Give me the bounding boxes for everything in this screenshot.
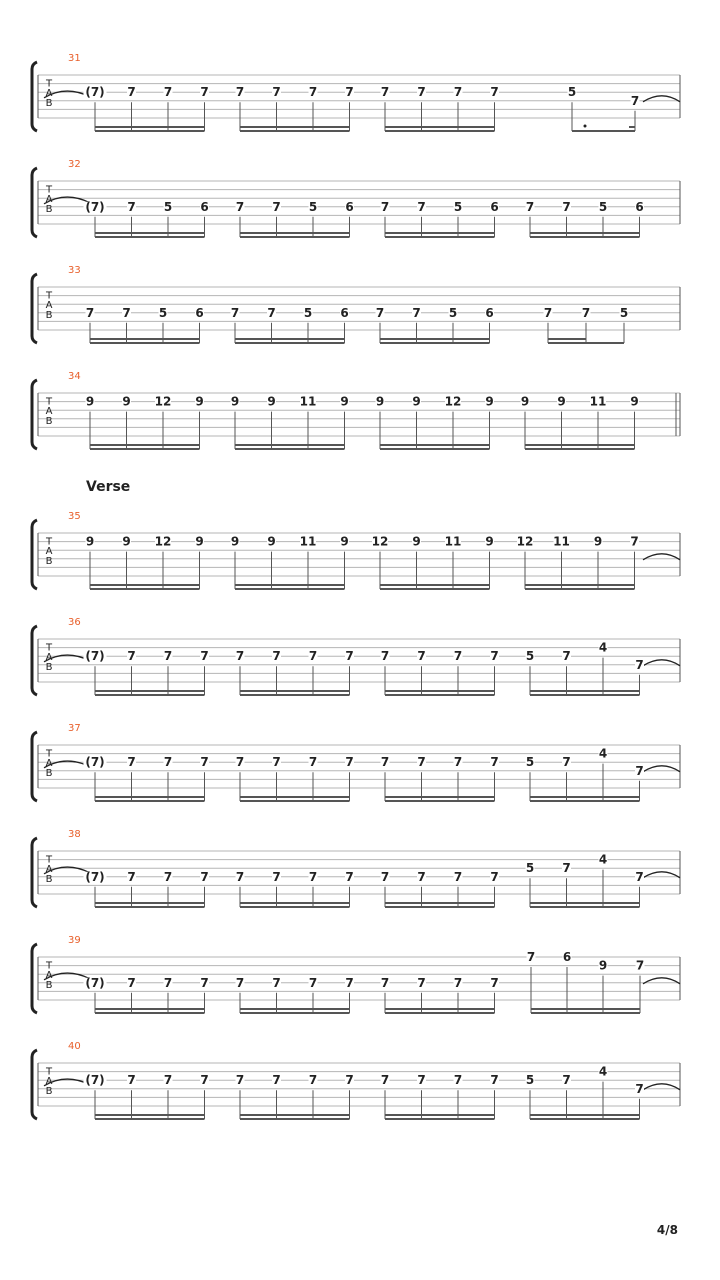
fret-number: 9	[267, 394, 276, 409]
tab-system-32	[32, 159, 680, 237]
beam-group	[231, 395, 350, 449]
beam-group	[521, 395, 640, 449]
fret-number: 9	[85, 534, 95, 549]
fret-number: 7	[453, 649, 463, 664]
fret-number: 5	[303, 305, 313, 320]
fret-number: 7	[308, 975, 318, 990]
fret-number: 7	[308, 1073, 318, 1088]
fret-number: 9	[267, 534, 276, 549]
fret-number: 5	[525, 755, 535, 770]
fret-number: (7)	[85, 199, 105, 214]
fret-number: 7	[127, 1073, 136, 1088]
fret-number: 7	[635, 869, 644, 884]
fret-number: 7	[345, 755, 354, 770]
fret-number: 9	[340, 394, 349, 409]
fret-number: 7	[127, 199, 136, 214]
system-bracket	[32, 626, 37, 695]
fret-number: 7	[308, 649, 318, 664]
fret-number: (7)	[85, 1073, 105, 1088]
fret-number: 11	[553, 534, 570, 549]
fret-number: 5	[525, 861, 535, 876]
fret-number: 5	[158, 305, 168, 320]
measure-number: 37	[68, 723, 81, 734]
fret-number: 7	[163, 1073, 173, 1088]
fret-number: 7	[235, 869, 245, 884]
system-bracket	[32, 520, 37, 589]
tab-clef-letter: T	[45, 536, 53, 548]
fret-number: 5	[448, 305, 458, 320]
beam-group	[84, 200, 210, 237]
tab-clef-letter: T	[45, 748, 53, 760]
fret-number: 6	[490, 199, 499, 214]
beam-group	[526, 200, 645, 237]
fret-number: 7	[380, 869, 390, 884]
fret-number: 7	[490, 869, 499, 884]
fret-number: 7	[235, 1073, 245, 1088]
fret-number: 7	[272, 649, 281, 664]
fret-number: 7	[453, 869, 463, 884]
fret-number: 6	[195, 305, 204, 320]
measure-number: 31	[68, 53, 81, 64]
fret-number: 7	[375, 305, 385, 320]
measure-number: 36	[68, 617, 81, 628]
fret-number: 7	[562, 649, 571, 664]
fret-number: 11	[299, 534, 317, 549]
tab-clef-letter: A	[45, 194, 53, 206]
fret-number: 7	[272, 199, 281, 214]
fret-number: (7)	[85, 975, 105, 990]
fret-number: 9	[593, 534, 603, 549]
measure-number: 39	[68, 935, 81, 946]
beam-group	[86, 535, 205, 589]
fret-number: 7	[127, 85, 136, 100]
fret-number: 7	[345, 869, 354, 884]
fret-number: 11	[444, 534, 462, 549]
fret-number: 7	[345, 649, 354, 664]
fret-number: 7	[163, 649, 173, 664]
tab-system-39	[32, 935, 680, 1013]
fret-number: 9	[485, 394, 494, 409]
tab-clef-letter: A	[45, 1076, 53, 1088]
fret-number: 7	[453, 1073, 463, 1088]
fret-number: 9	[230, 394, 240, 409]
tab-clef-letter: T	[45, 854, 53, 866]
fret-number: 9	[195, 394, 204, 409]
measure-number: 32	[68, 159, 81, 170]
fret-number: 7	[453, 755, 463, 770]
fret-number: 7	[200, 975, 209, 990]
fret-number: 6	[562, 950, 572, 964]
beam-group	[84, 976, 210, 1013]
fret-number: 7	[630, 93, 640, 108]
system-bracket	[32, 168, 37, 237]
tab-clef-letter: T	[45, 396, 53, 408]
fret-number: 6	[345, 199, 354, 214]
fret-number: 6	[200, 199, 209, 214]
tab-clef-letter: B	[45, 767, 53, 779]
fret-number: 7	[272, 85, 281, 100]
fret-number: 7	[235, 975, 245, 990]
tab-clef-letter: T	[45, 960, 53, 972]
system-bracket	[32, 380, 37, 449]
measure-number: 35	[68, 511, 81, 522]
tab-system-33	[32, 265, 680, 343]
fret-number: 7	[272, 1073, 281, 1088]
fret-number: 6	[485, 305, 494, 320]
fret-number: 9	[122, 394, 131, 409]
fret-number: 7	[122, 305, 131, 320]
fret-number: 7	[635, 763, 644, 778]
fret-number: 7	[380, 85, 390, 100]
fret-number: 5	[598, 199, 608, 214]
beam-group	[381, 870, 500, 907]
tab-system-36	[32, 617, 680, 695]
tab-clef-letter: T	[45, 184, 53, 196]
fret-number: 7	[127, 755, 136, 770]
tab-clef-letter: T	[45, 642, 53, 654]
fret-number: 5	[163, 199, 173, 214]
fret-number: 7	[453, 85, 463, 100]
tab-clef-letter: A	[45, 864, 53, 876]
tab-clef-letter: T	[45, 290, 53, 302]
fret-number: 9	[598, 958, 608, 973]
fret-number: 7	[417, 869, 426, 884]
beam-group	[236, 976, 355, 1013]
fret-number: 12	[371, 534, 389, 549]
fret-number: 7	[163, 975, 173, 990]
beam-group	[526, 641, 645, 695]
tab-clef-letter: B	[45, 203, 53, 215]
tab-clef-letter: B	[45, 873, 53, 885]
fret-number: 12	[154, 534, 172, 549]
tab-clef-letter: A	[45, 406, 53, 418]
fret-number: 9	[85, 394, 95, 409]
fret-number: 7	[562, 199, 571, 214]
tab-clef-letter: A	[45, 546, 53, 558]
fret-number: 7	[200, 869, 209, 884]
fret-number: 7	[635, 1081, 644, 1096]
beam-group	[544, 306, 629, 343]
beam-group	[381, 200, 500, 237]
fret-number: 11	[299, 394, 317, 409]
fret-number: 7	[417, 649, 426, 664]
fret-number: 7	[562, 861, 571, 876]
fret-number: 7	[635, 958, 645, 973]
fret-number: 12	[516, 534, 534, 549]
tab-system-38	[32, 829, 680, 907]
fret-number: 7	[412, 305, 421, 320]
fret-number: 9	[412, 394, 421, 409]
system-bracket	[32, 944, 37, 1013]
fret-number: 7	[581, 305, 591, 320]
fret-number: 7	[345, 975, 354, 990]
fret-number: 9	[195, 534, 204, 549]
fret-number: 9	[340, 534, 349, 549]
beam-group	[376, 395, 495, 449]
fret-number: 7	[380, 975, 390, 990]
fret-number: 7	[417, 755, 426, 770]
fret-number: 12	[154, 394, 172, 409]
fret-number: 5	[567, 85, 577, 100]
fret-number: 7	[235, 649, 245, 664]
tab-clef-letter: B	[45, 979, 53, 991]
fret-number: 5	[619, 305, 629, 320]
fret-number: 7	[127, 975, 136, 990]
beam-group	[527, 950, 645, 1013]
tab-clef-letter: A	[45, 652, 53, 664]
fret-number: 9	[557, 394, 566, 409]
fret-number: (7)	[85, 869, 105, 884]
system-bracket	[32, 62, 37, 131]
fret-number: 4	[598, 640, 608, 655]
fret-number: 5	[453, 199, 463, 214]
system-bracket	[32, 274, 37, 343]
fret-number: 7	[235, 755, 245, 770]
fret-number: 7	[235, 199, 245, 214]
tab-clef-letter: B	[45, 555, 53, 567]
fret-number: 7	[127, 649, 136, 664]
fret-number: 7	[562, 1073, 571, 1088]
fret-number: 7	[417, 1073, 426, 1088]
beam-group	[381, 976, 500, 1013]
beam-group	[86, 306, 205, 343]
fret-number: 5	[525, 1073, 535, 1088]
fret-number: 7	[453, 975, 463, 990]
fret-number: 7	[163, 755, 173, 770]
beam-group	[231, 306, 350, 343]
fret-number: 7	[417, 975, 426, 990]
system-bracket	[32, 732, 37, 801]
fret-number: 9	[375, 394, 385, 409]
tab-system-37	[32, 723, 680, 801]
fret-number: 7	[345, 85, 354, 100]
beam-group	[376, 306, 495, 343]
fret-number: 5	[308, 199, 318, 214]
fret-number: 9	[485, 534, 494, 549]
fret-number: 4	[598, 1064, 608, 1079]
tab-clef-letter: T	[45, 78, 53, 90]
tab-system-31	[32, 53, 680, 131]
fret-number: 7	[127, 869, 136, 884]
fret-number: 7	[380, 199, 390, 214]
beam-group	[526, 747, 645, 801]
tab-clef-letter: B	[45, 309, 53, 321]
fret-number: 7	[308, 85, 318, 100]
fret-number: 7	[200, 85, 209, 100]
fret-number: 7	[526, 950, 536, 964]
beam-group	[236, 200, 355, 237]
fret-number: 7	[490, 1073, 499, 1088]
fret-number: 7	[490, 649, 499, 664]
fret-number: 7	[417, 199, 426, 214]
fret-number: 7	[85, 305, 95, 320]
fret-number: 7	[543, 305, 553, 320]
tab-clef-letter: B	[45, 1085, 53, 1097]
fret-number: 7	[490, 85, 499, 100]
fret-number: 7	[490, 975, 499, 990]
fret-number: 7	[490, 755, 499, 770]
fret-number: 7	[630, 534, 639, 549]
page-number: 4/8	[656, 1223, 678, 1237]
rhythm-dot	[584, 125, 587, 128]
fret-number: 7	[272, 869, 281, 884]
fret-number: 4	[598, 746, 608, 761]
tab-clef-letter: A	[45, 758, 53, 770]
fret-number: 5	[525, 649, 535, 664]
tab-clef-letter: A	[45, 300, 53, 312]
fret-number: 7	[272, 975, 281, 990]
fret-number: 6	[340, 305, 349, 320]
tab-clef-letter: B	[45, 415, 53, 427]
tab-system-35	[32, 479, 680, 589]
fret-number: 6	[635, 199, 644, 214]
fret-number: 4	[598, 852, 608, 867]
fret-number: 7	[200, 1073, 209, 1088]
tab-clef-letter: B	[45, 661, 53, 673]
beam-group	[86, 395, 205, 449]
beam-group	[84, 870, 210, 907]
fret-number: 7	[163, 85, 173, 100]
beam-group	[517, 535, 639, 589]
fret-number: 7	[380, 649, 390, 664]
fret-number: (7)	[85, 755, 105, 770]
tab-clef-letter: A	[45, 88, 53, 100]
fret-number: 7	[380, 1073, 390, 1088]
fret-number: 9	[520, 394, 530, 409]
fret-number: 7	[562, 755, 571, 770]
fret-number: 7	[635, 657, 644, 672]
fret-number: 7	[417, 85, 426, 100]
fret-number: 7	[308, 869, 318, 884]
fret-number: 7	[163, 869, 173, 884]
beam-group	[372, 535, 494, 589]
tab-clef-letter: B	[45, 97, 53, 109]
fret-number: 7	[308, 755, 318, 770]
tab-clef-letter: A	[45, 970, 53, 982]
system-bracket	[32, 1050, 37, 1119]
beam-group	[231, 535, 350, 589]
fret-number: 9	[122, 534, 131, 549]
tab-system-40	[32, 1041, 680, 1119]
fret-number: (7)	[85, 85, 105, 100]
fret-number: 9	[412, 534, 421, 549]
tab-clef-letter: T	[45, 1066, 53, 1078]
measure-number: 33	[68, 265, 81, 276]
system-bracket	[32, 838, 37, 907]
fret-number: 7	[200, 649, 209, 664]
section-label: Verse	[86, 479, 131, 495]
fret-number: 9	[630, 394, 639, 409]
fret-number: 7	[525, 199, 535, 214]
fret-number: 7	[345, 1073, 354, 1088]
beam-group	[526, 853, 645, 907]
fret-number: 7	[272, 755, 281, 770]
fret-number: 7	[235, 85, 245, 100]
measure-number: 38	[68, 829, 81, 840]
measure-number: 34	[68, 371, 81, 382]
tab-system-34	[32, 371, 680, 449]
beam-group	[236, 870, 355, 907]
fret-number: 7	[200, 755, 209, 770]
fret-number: 7	[267, 305, 276, 320]
fret-number: 11	[589, 394, 607, 409]
fret-number: (7)	[85, 649, 105, 664]
beam-group	[526, 1065, 645, 1119]
fret-number: 7	[380, 755, 390, 770]
measure-number: 40	[68, 1041, 81, 1052]
fret-number: 7	[230, 305, 240, 320]
fret-number: 12	[444, 394, 462, 409]
fret-number: 9	[230, 534, 240, 549]
